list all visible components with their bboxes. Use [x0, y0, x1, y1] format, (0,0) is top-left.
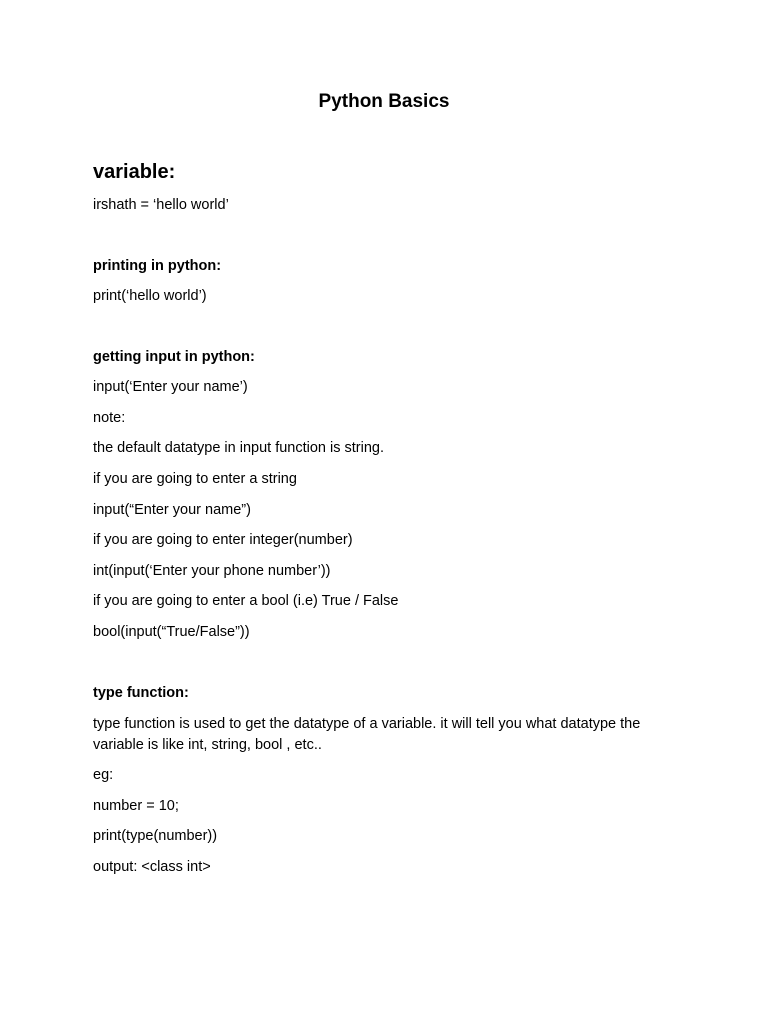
type-function-heading: type function: [93, 685, 189, 701]
document-title: Python Basics [318, 91, 450, 112]
input-line: note: [93, 410, 126, 426]
input-line: input(“Enter your name”) [93, 502, 251, 518]
printing-example: print(‘hello world’) [93, 288, 207, 304]
printing-heading: printing in python: [93, 258, 222, 274]
input-line: the default datatype in input function is string. [93, 440, 384, 456]
input-line: if you are going to enter a string [93, 471, 297, 487]
variable-heading: variable: [93, 161, 176, 183]
input-line: int(input(‘Enter your phone number’)) [93, 563, 331, 579]
type-function-line: print(type(number)) [93, 828, 218, 844]
type-function-description: type function is used to get the datatype of a variable. it will tell you what datatype the variable is like int, string, bool , etc.. [93, 716, 641, 753]
input-line: if you are going to enter a bool (i.e) True / False [93, 593, 399, 609]
type-function-line: number = 10; [93, 798, 179, 814]
input-line: bool(input(“True/False”)) [93, 624, 250, 640]
input-line: input(‘Enter your name’) [93, 379, 248, 395]
input-heading: getting input in python: [93, 349, 255, 365]
input-line: if you are going to enter integer(number) [93, 532, 353, 548]
type-function-line: output: <class int> [93, 859, 211, 875]
variable-example: irshath = ‘hello world’ [93, 197, 229, 213]
type-function-line: eg: [93, 767, 114, 783]
